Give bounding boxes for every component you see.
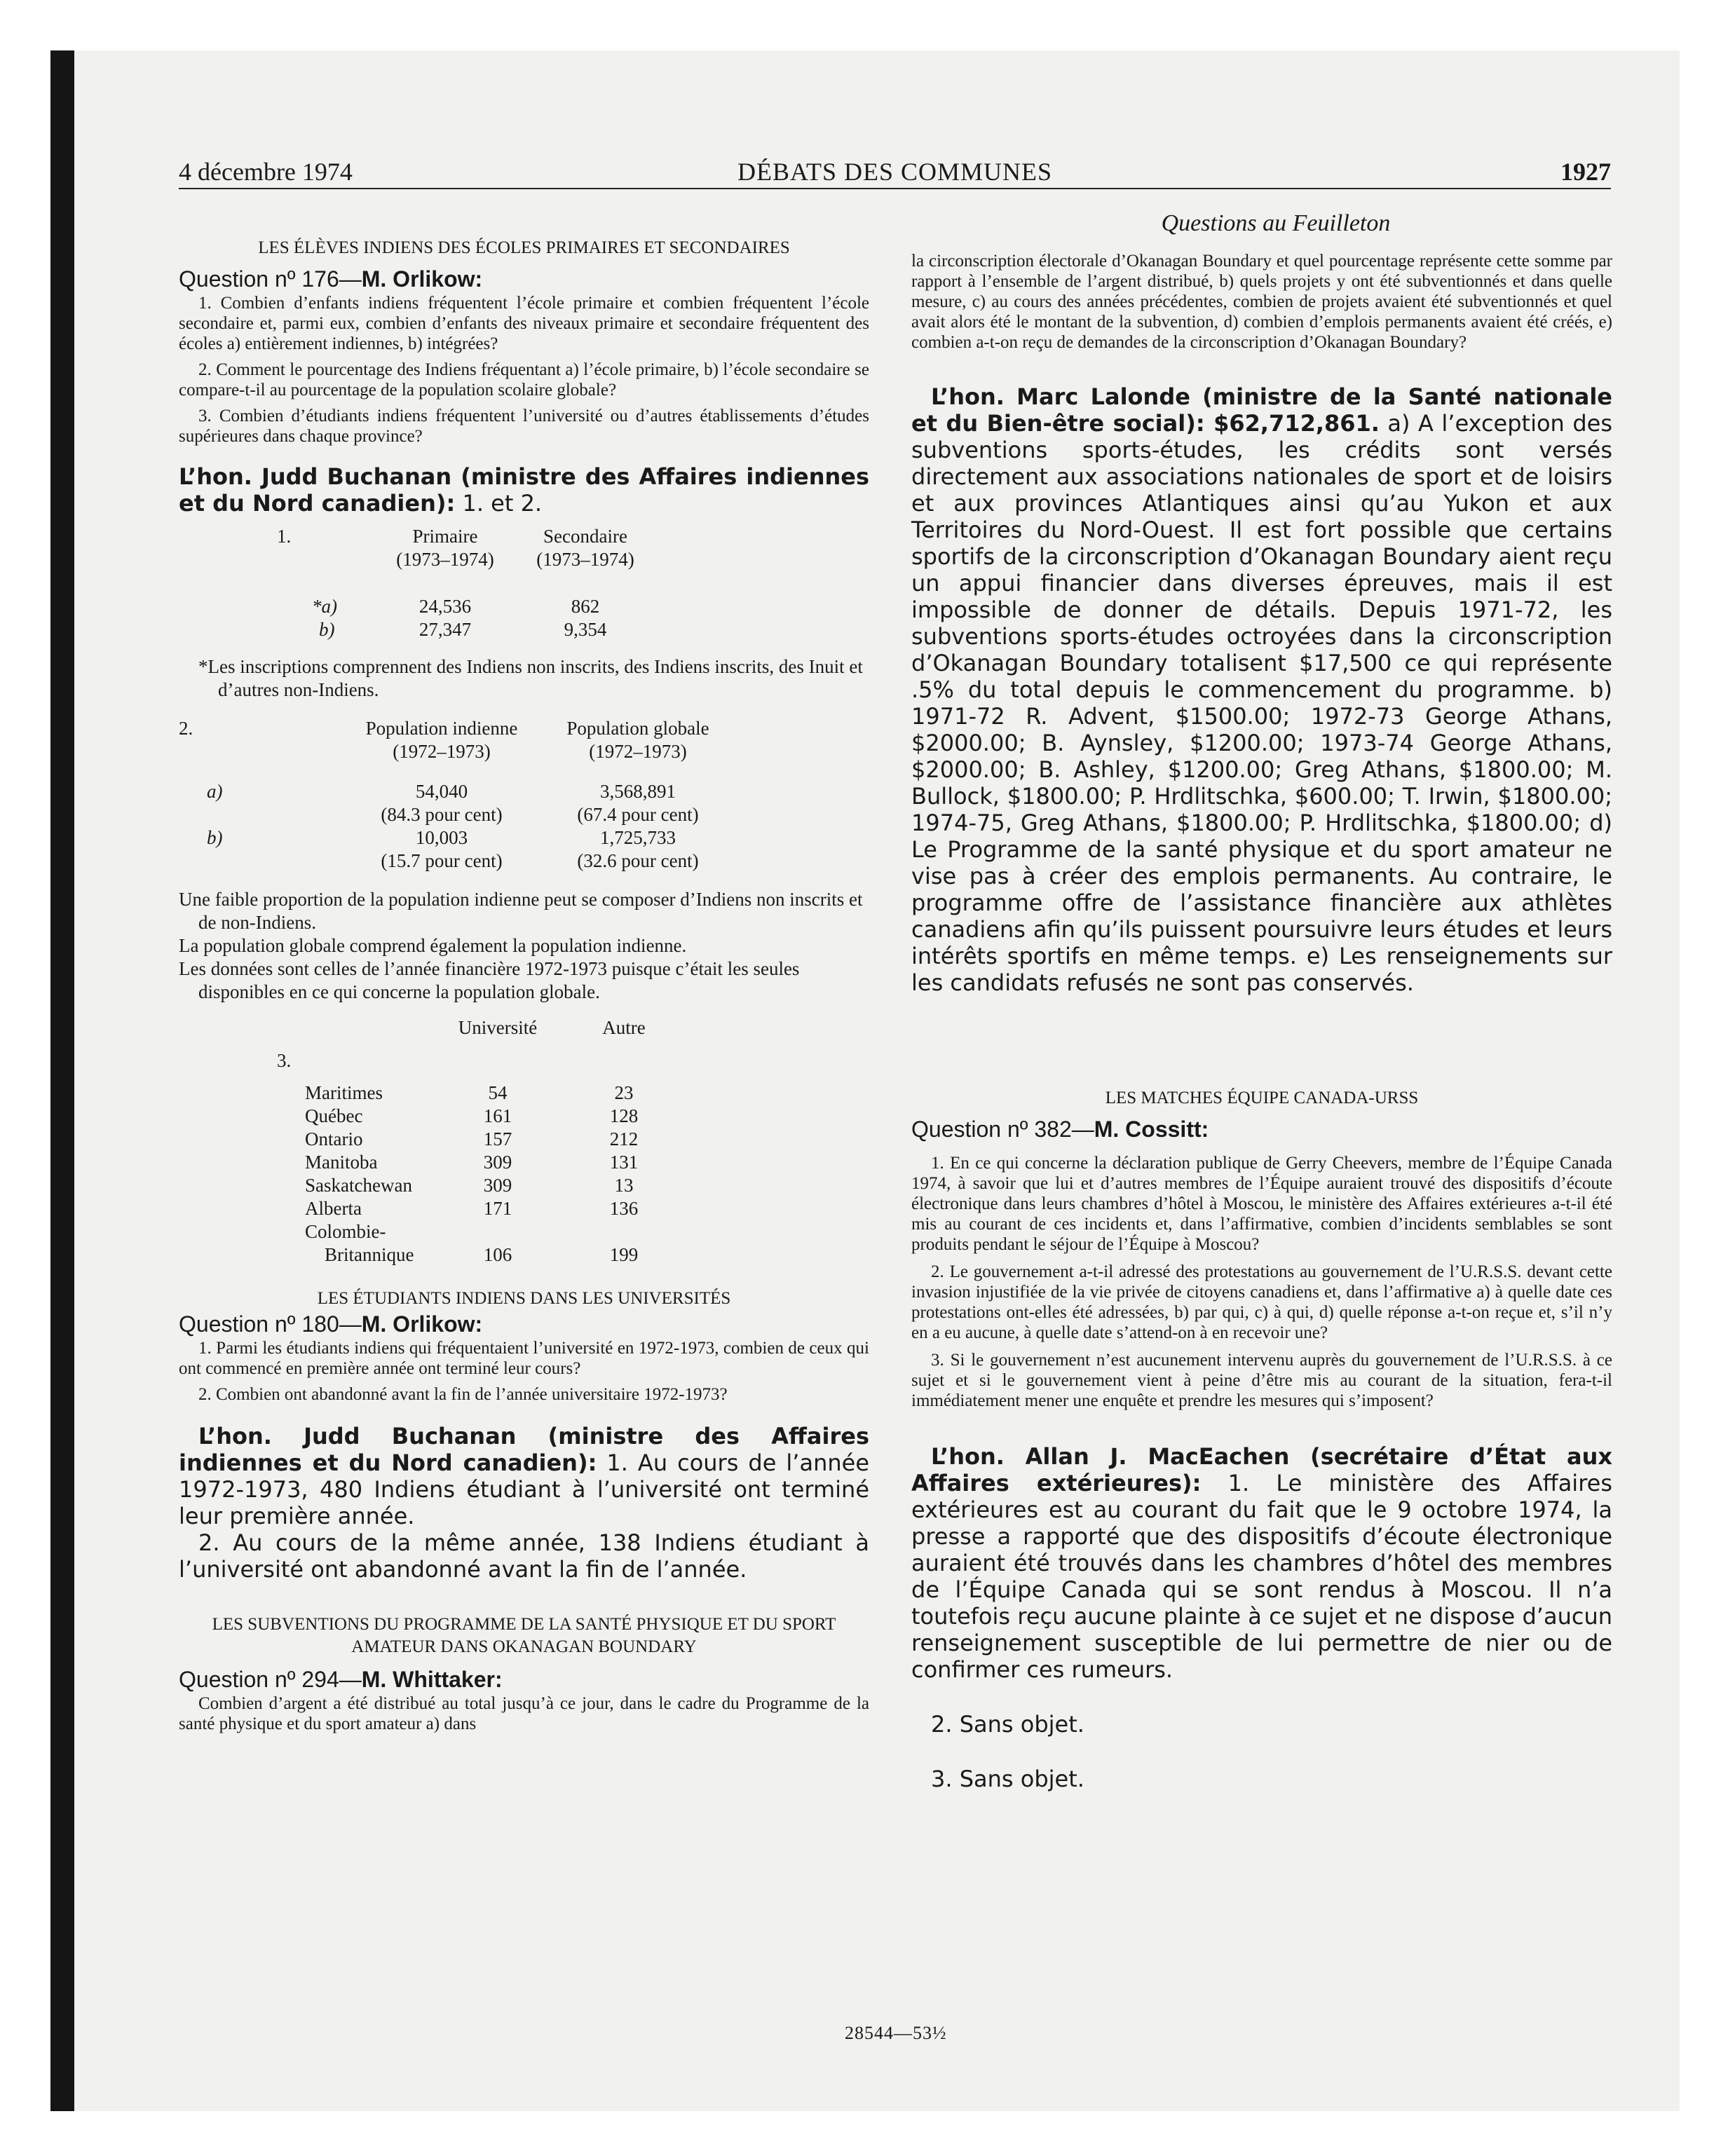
header-title: DÉBATS DES COMMUNES — [737, 158, 1053, 186]
answer-speaker: L’hon. Marc Lalonde (ministre de la Santé nationale et du Bien-être social): $62,712,861. — [911, 383, 1612, 437]
table-note: La population globale comprend également la population indienne. — [179, 935, 687, 956]
row-label: *a) — [312, 596, 337, 617]
table-note: *Les inscriptions comprennent des Indiens non inscrits, des Indiens inscrits, des Inuit et d’autres non-Indiens. — [198, 656, 863, 700]
table-row — [179, 595, 869, 618]
question-text: 1. Combien d’enfants indiens fréquentent l’école primaire et combien fréquentent l’école secondaire et, parmi eux, combien d’enfants des niveaux primaire et secondaire fréquentent des écoles a) entièrement indiennes, b) intégrées? — [179, 294, 869, 353]
cell: 1,725,733 — [600, 827, 676, 848]
cell: (67.4 pour cent) — [577, 804, 699, 825]
answer-text: 2. Sans objet. — [931, 1711, 1084, 1738]
table-population — [179, 717, 869, 873]
question-author: M. Cossitt: — [1094, 1117, 1209, 1142]
question-number: Question nº 382— — [911, 1117, 1094, 1142]
cell: 9,354 — [564, 619, 607, 640]
row-label: b) — [207, 827, 223, 848]
answer-speaker: L’hon. Allan J. MacEachen (secrétaire d’État aux Affaires extérieures): — [911, 1443, 1612, 1496]
question-author: M. Orlikow: — [361, 1311, 483, 1337]
cell: 862 — [571, 596, 600, 617]
scan-edge — [50, 50, 74, 2111]
answer-text — [911, 383, 1612, 996]
cell: 212 — [609, 1128, 639, 1149]
section-title: LES SUBVENTIONS DU PROGRAMME DE LA SANTÉ PHYSIQUE ET DU SPORT AMATEUR DANS OKANAGAN BOUNDARY — [212, 1615, 836, 1656]
column-header: Primaire — [412, 526, 478, 547]
table-row — [179, 1220, 869, 1243]
question-text: 3. Si le gouvernement n’est aucunement intervenu auprès du gouvernement de l’U.R.S.S. à ce sujet et si le gouvernement vient à peine d’être mis au courant de la situation, fera-t-il immédiatement mener une enquête et prendre les mesures qui s’imposent? — [911, 1351, 1612, 1410]
row-label: Britannique — [325, 1244, 414, 1265]
answer-speaker: L’hon. Judd Buchanan (ministre des Affaires indiennes et du Nord canadien): — [179, 1423, 869, 1476]
page-footer: 28544—53½ — [845, 2023, 947, 2043]
right-column — [911, 251, 1612, 1792]
table-row — [179, 1174, 869, 1197]
cell: 128 — [609, 1105, 639, 1126]
table-school-enrolment — [179, 525, 869, 641]
table-university — [179, 1016, 869, 1267]
table-number: 2. — [179, 718, 193, 739]
row-label: Québec — [305, 1105, 363, 1126]
question-text: 3. Combien d’étudiants indiens fréquentent l’université ou d’autres établissements d’études supérieures dans chaque province? — [179, 407, 869, 446]
cell: 54,040 — [415, 781, 468, 802]
column-header: (1972–1973) — [393, 741, 491, 762]
table-row — [179, 780, 869, 803]
row-label: Alberta — [305, 1198, 362, 1219]
cell: (32.6 pour cent) — [577, 850, 699, 871]
row-label: Colombie- — [305, 1221, 386, 1242]
question-heading — [179, 265, 869, 293]
question-text: 2. Combien ont abandonné avant la fin de l’année universitaire 1972-1973? — [198, 1385, 728, 1404]
cell: 161 — [483, 1105, 512, 1126]
column-header: (1973–1974) — [536, 549, 634, 570]
cell — [428, 1220, 568, 1243]
column-header: (1972–1973) — [589, 741, 687, 762]
answer-text: 2. Au cours de la même année, 138 Indiens étudiant à l’université ont abandonné avant la fin de l’année. — [179, 1529, 869, 1583]
row-label: Saskatchewan — [305, 1175, 412, 1196]
cell: 10,003 — [415, 827, 468, 848]
cell: 309 — [483, 1152, 512, 1173]
column-header: Population indienne — [365, 718, 518, 739]
answer-body: 1. et 2. — [455, 490, 543, 517]
question-author: M. Orlikow: — [361, 266, 483, 292]
row-label — [179, 803, 340, 826]
question-number: Question nº 180— — [179, 1311, 362, 1337]
table-row — [179, 618, 869, 641]
question-text: la circonscription électorale d’Okanagan Boundary et quel pourcentage représente cette somme par rapport à l’ensemble de l’argent distribué, b) quels projets y ont été subventionnés et dans quelle mesure, c) au cours des années précédentes, combien de projets avaient été subventionnés et quel avait alors été le montant de la subvention, d) combien d’emplois permanents avaient été créés, e) combien a-t-on reçu de demandes de la circonscription d’Okanagan Boundary? — [911, 252, 1612, 352]
header-date: 4 décembre 1974 — [179, 158, 353, 186]
question-text: 2. Comment le pourcentage des Indiens fréquentant a) l’école primaire, b) l’école secondaire se compare-t-il au pourcentage de la population scolaire globale? — [179, 360, 869, 400]
question-text: 1. En ce qui concerne la déclaration publique de Gerry Cheevers, membre de l’Équipe Canada 1974, à savoir que lui et d’autres membres de l’Équipe auraient trouvé des dispositifs d’écoute électronique dans leurs chambres d’hôtel à Moscou, le ministère des Affaires extérieures a-t-il été mis au courant de ces incidents et, dans l’affirmative, combien d’incidents semblables se sont produits pendant le séjour de l’Équipe à Moscou? — [911, 1154, 1612, 1254]
question-heading — [911, 1115, 1612, 1143]
cell: 309 — [483, 1175, 512, 1196]
question-text: 2. Le gouvernement a-t-il adressé des protestations au gouvernement de l’U.R.S.S. devant cette invasion injustifiée de la vie privée de citoyens canadiens et, dans l’affirmative a) à quelle date ces protestations ont-elles été adressées, b) par qui, c) à qui, d) quelle réponse a-t-on reçue et, s’il n’y en a eu aucune, à quelle date s’attend-on à en recevoir une? — [911, 1262, 1612, 1342]
cell: (15.7 pour cent) — [381, 850, 503, 871]
row-label: b) — [319, 619, 335, 640]
cell: 27,347 — [419, 619, 472, 640]
question-heading — [179, 1665, 869, 1693]
table-row — [179, 1243, 869, 1267]
question-heading — [179, 1310, 869, 1338]
question-text: 1. Parmi les étudiants indiens qui fréquentaient l’université en 1972-1973, combien de ceux qui ont commencé en première année ont terminé leur cours? — [179, 1339, 869, 1378]
table-row — [179, 1082, 869, 1105]
row-label: Maritimes — [305, 1082, 383, 1103]
row-label: a) — [207, 781, 223, 802]
table-row — [179, 1151, 869, 1174]
cell: 13 — [614, 1175, 634, 1196]
table-note: Une faible proportion de la population indienne peut se composer d’Indiens non inscrits et de non-Indiens. — [179, 889, 863, 933]
table-row — [179, 850, 869, 873]
section-title: LES MATCHES ÉQUIPE CANADA-URSS — [1105, 1089, 1419, 1107]
table-note: Les données sont celles de l’année financière 1972-1973 puisque c’était les seules disponibles en ce qui concerne la population globale. — [179, 958, 800, 1002]
table-row — [179, 1105, 869, 1128]
cell: (84.3 pour cent) — [381, 804, 503, 825]
column-header: Autre — [602, 1017, 646, 1038]
column-header: Population globale — [566, 718, 709, 739]
cell: 136 — [609, 1198, 639, 1219]
question-number: Question nº 176— — [179, 266, 362, 292]
table-row — [179, 1197, 869, 1220]
cell: 3,568,891 — [600, 781, 676, 802]
cell: 171 — [483, 1198, 512, 1219]
answer-text — [179, 1423, 869, 1529]
answer-body: 1. Le ministère des Affaires extérieures est au courant du fait que le 9 octobre 1974, la presse a rapporté que des dispositifs d’écoute électronique auraient été trouvés dans les chambres d’hôtel des membres de l’Équipe Canada qui se sont rendus à Moscou. Il n’a toutefois reçu aucune plainte à ce sujet et ne dispose d’aucun renseignement susceptible de lui permettre de nier ou de confirmer ces rumeurs. — [911, 1470, 1612, 1683]
cell — [568, 1220, 680, 1243]
section-title: LES ÉTUDIANTS INDIENS DANS LES UNIVERSITÉS — [317, 1289, 731, 1308]
row-label: Ontario — [305, 1128, 363, 1149]
cell: 106 — [483, 1244, 512, 1265]
column-header: Secondaire — [543, 526, 627, 547]
question-author: M. Whittaker: — [361, 1667, 503, 1692]
table-row — [179, 803, 869, 826]
question-text: Combien d’argent a été distribué au total jusqu’à ce jour, dans le cadre du Programme de la santé physique et du sport amateur a) dans — [179, 1694, 869, 1733]
cell: 54 — [488, 1082, 508, 1103]
section-title: LES ÉLÈVES INDIENS DES ÉCOLES PRIMAIRES ET SECONDAIRES — [258, 238, 790, 257]
answer-text — [911, 1443, 1612, 1683]
table-number: 3. — [277, 1050, 292, 1071]
cell: 157 — [483, 1128, 512, 1149]
answer-text: 3. Sans objet. — [931, 1766, 1084, 1792]
column-header: (1973–1974) — [396, 549, 494, 570]
section-subheader: Questions au Feuilleton — [1161, 210, 1391, 236]
cell: 131 — [609, 1152, 639, 1173]
answer-text — [179, 463, 869, 517]
column-header: Université — [458, 1017, 538, 1038]
page-header — [179, 157, 1611, 189]
table-row — [179, 826, 869, 850]
table-row — [179, 1128, 869, 1151]
cell: 199 — [609, 1244, 639, 1265]
cell: 24,536 — [419, 596, 472, 617]
table-number: 1. — [277, 526, 292, 547]
question-number: Question nº 294— — [179, 1667, 362, 1692]
answer-body: 1. Au cours de l’année 1972-1973, 480 Indiens étudiant à l’université ont terminé leur première année. — [179, 1449, 870, 1529]
row-label — [179, 850, 340, 873]
answer-speaker: L’hon. Judd Buchanan (ministre des Affaires indiennes et du Nord canadien): — [179, 463, 869, 517]
page-number: 1927 — [1560, 158, 1611, 186]
row-label: Manitoba — [305, 1152, 378, 1173]
answer-body: a) A l’exception des subventions sports-études, les crédits sont versés directement aux associations nationales de sport et de loisirs et aux provinces Atlantiques ainsi qu’au Yukon et aux Territoires du Nord-Ouest. Il est fort possible que certains sportifs de la circonscription d’Okanagan Boundary aient reçu un appui financier dans diverses épreuves, mais il est impossible de donner de détails. Depuis 1971-72, les subventions sports-études octroyées dans la circonscription d’Okanagan Boundary totalisent $17,500 ce qui représente .5% du total depuis le commencement du programme. b) 1971-72 R. Advent, $1500.00; 1972-73 George Athans, $2000.00; B. Aynsley, $1200.00; 1973-74 George Athans, $2000.00; B. Ashley, $1200.00; Greg Athans, $1800.00; M. Bullock, $1800.00; P. Hrdlitschka, $600.00; T. Irwin, $1800.00; 1974-75, Greg Athans, $1800.00; P. Hrdlitschka, $1800.00; d) Le Programme de la santé physique et du sport amateur ne vise pas à créer des emplois permanents. Au contraire, le programme offre de l’assistance financière aux athlètes canadiens afin qu’ils puissent poursuivre leurs études et leurs intérêts sportifs en même temps. e) Les renseignements sur les candidats refusés ne sont pas conservés. — [911, 410, 1612, 996]
left-column — [179, 237, 869, 1734]
cell: 23 — [614, 1082, 634, 1103]
